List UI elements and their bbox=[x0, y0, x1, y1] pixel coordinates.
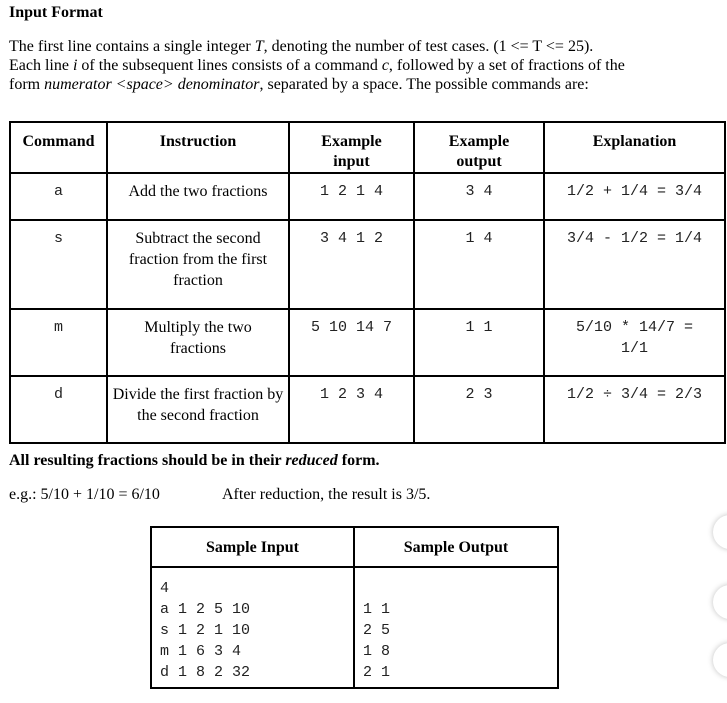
table-row bbox=[10, 220, 725, 309]
sample-output-line: 1 1 bbox=[363, 601, 391, 618]
example-output-cell: 2 3 bbox=[414, 376, 544, 443]
edge-round-button[interactable] bbox=[713, 585, 727, 619]
header-example-input: Example input bbox=[289, 122, 414, 173]
explanation-cell: 1/2 + 1/4 = 3/4 bbox=[544, 173, 725, 220]
reduced-form-note: All resulting fractions should be in their reduced form. bbox=[9, 452, 380, 469]
reduction-example bbox=[9, 486, 431, 504]
sample-table bbox=[150, 526, 559, 689]
intro-paragraph bbox=[9, 37, 724, 94]
header-explanation: Explanation bbox=[544, 122, 725, 173]
sample-output-line: 2 5 bbox=[363, 622, 391, 639]
instruction-cell: Subtract the second fraction from the first fraction bbox=[107, 220, 289, 309]
command-cell: a bbox=[10, 173, 107, 220]
explanation-cell: 5/10 * 14/7 = 1/1 bbox=[544, 309, 725, 376]
header-command: Command bbox=[10, 122, 107, 173]
sample-output-header: Sample Output bbox=[354, 527, 558, 567]
sample-input-line: a 1 2 5 10 bbox=[160, 601, 251, 618]
example-output-cell: 3 4 bbox=[414, 173, 544, 220]
sample-input-line: m 1 6 3 4 bbox=[160, 643, 242, 660]
section-heading: Input Format bbox=[9, 4, 103, 21]
table-row bbox=[10, 309, 725, 376]
explanation-cell: 3/4 - 1/2 = 1/4 bbox=[544, 220, 725, 309]
sample-output-line: 2 1 bbox=[363, 664, 391, 681]
sample-input-line: s 1 2 1 10 bbox=[160, 622, 251, 639]
intro-line-2: Each line i of the subsequent lines consists of a command c, followed by a set of fractions of the bbox=[9, 57, 625, 74]
sample-input-header: Sample Input bbox=[151, 527, 354, 567]
command-cell: s bbox=[10, 220, 107, 309]
explanation-cell: 1/2 ÷ 3/4 = 2/3 bbox=[544, 376, 725, 443]
sample-output-cell bbox=[354, 567, 558, 688]
table-row bbox=[10, 173, 725, 220]
example-input-cell: 5 10 14 7 bbox=[289, 309, 414, 376]
command-table bbox=[9, 121, 726, 444]
example-output-cell: 1 1 bbox=[414, 309, 544, 376]
instruction-cell: Add the two fractions bbox=[107, 173, 289, 220]
command-cell: d bbox=[10, 376, 107, 443]
header-example-output: Example output bbox=[414, 122, 544, 173]
instruction-cell: Multiply the two fractions bbox=[107, 309, 289, 376]
example-equation: e.g.: 5/10 + 1/10 = 6/10 bbox=[9, 486, 160, 503]
example-input-cell: 1 2 3 4 bbox=[289, 376, 414, 443]
instruction-cell: Divide the first fraction by the second fraction bbox=[107, 376, 289, 443]
example-input-cell: 3 4 1 2 bbox=[289, 220, 414, 309]
example-result: After reduction, the result is 3/5. bbox=[222, 486, 431, 503]
command-cell: m bbox=[10, 309, 107, 376]
table-row bbox=[10, 376, 725, 443]
command-table-header bbox=[10, 122, 725, 173]
sample-output-line: 1 8 bbox=[363, 643, 391, 660]
sample-input-cell bbox=[151, 567, 354, 688]
edge-round-button[interactable] bbox=[713, 643, 727, 677]
edge-round-button[interactable] bbox=[713, 515, 727, 549]
sample-input-line: d 1 8 2 32 bbox=[160, 664, 251, 681]
example-output-cell: 1 4 bbox=[414, 220, 544, 309]
sample-input-line: 4 bbox=[160, 580, 170, 597]
example-input-cell: 1 2 1 4 bbox=[289, 173, 414, 220]
intro-line-1: The first line contains a single integer T, denoting the number of test cases. (1 <= T <= 25). bbox=[9, 38, 594, 55]
intro-line-3: form numerator <space> denominator, separated by a space. The possible commands are: bbox=[9, 76, 589, 93]
header-instruction: Instruction bbox=[107, 122, 289, 173]
